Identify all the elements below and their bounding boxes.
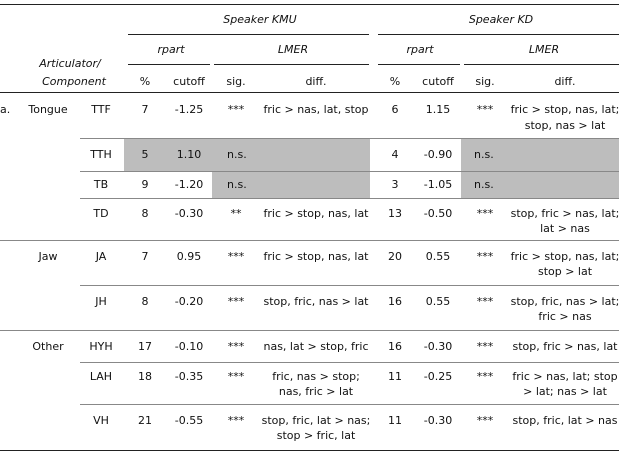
- cutoff-cell: 0.55: [425, 250, 451, 263]
- cutoff-cell: 0.55: [425, 295, 451, 308]
- rule-lmer1: [214, 64, 369, 65]
- pct-cell: 11: [388, 370, 402, 383]
- pct-cell: 17: [138, 340, 152, 353]
- rule-speaker1: [128, 34, 369, 35]
- rule-rpart1: [128, 64, 210, 65]
- diff-cell: fric, nas > stop;: [272, 370, 360, 383]
- sig-cell: ***: [227, 250, 245, 263]
- pct-cell: 21: [138, 414, 152, 427]
- diff-cell-line2: lat > nas: [540, 222, 590, 235]
- sig-cell: n.s.: [227, 148, 247, 161]
- section-label: a.: [0, 103, 11, 116]
- component-label: TD: [93, 207, 109, 220]
- diff-cell-line2: fric > nas: [538, 310, 592, 323]
- cutoff-cell: -0.30: [174, 207, 204, 220]
- diff-cell: fric > stop, nas, lat: [263, 250, 369, 263]
- diff-cell-line2: nas, fric > lat: [278, 385, 354, 398]
- diff-cell: fric > stop, nas, lat: [263, 207, 369, 220]
- pct-cell: 8: [141, 207, 149, 220]
- diff-cell: stop, fric > nas, lat: [512, 340, 618, 353]
- sig-cell: ***: [476, 370, 494, 383]
- component-label: TB: [93, 178, 109, 191]
- cutoff-cell: -1.25: [174, 103, 204, 116]
- rpart-heading-2: rpart: [406, 43, 434, 56]
- pct-cell: 7: [141, 103, 149, 116]
- rule-header-bottom: [0, 92, 619, 93]
- diff-cell-line2: stop > lat: [537, 265, 593, 278]
- pct-cell: 20: [388, 250, 402, 263]
- cutoff-cell: -0.55: [174, 414, 204, 427]
- sig-cell: ***: [476, 295, 494, 308]
- sig-cell: ***: [476, 414, 494, 427]
- pct-cell: 7: [141, 250, 149, 263]
- diff-cell: nas, lat > stop, fric: [263, 340, 369, 353]
- group-label: Other: [32, 340, 64, 353]
- sig-cell: ***: [476, 103, 494, 116]
- rule-lmer2: [464, 64, 619, 65]
- rule-row-8: [80, 404, 619, 405]
- pct-heading-1: %: [139, 75, 151, 88]
- rule-row-2: [80, 171, 619, 172]
- speaker-kmu-heading: Speaker KMU: [223, 13, 297, 26]
- pct-cell: 4: [391, 148, 399, 161]
- pct-cell: 16: [388, 295, 402, 308]
- component-label: TTF: [91, 103, 111, 116]
- pct-cell: 16: [388, 340, 402, 353]
- pct-cell: 8: [141, 295, 149, 308]
- sig-cell: ***: [227, 103, 245, 116]
- cutoff-cell: -0.20: [174, 295, 204, 308]
- cutoff-cell: -0.35: [174, 370, 204, 383]
- sig-cell: n.s.: [474, 178, 494, 191]
- group-label: Jaw: [38, 250, 58, 263]
- lmer-heading-2: LMER: [528, 43, 560, 56]
- sig-cell: ***: [227, 370, 245, 383]
- articulator-heading: Articulator/: [39, 57, 101, 70]
- cutoff-cell: 1.10: [176, 148, 202, 161]
- diff-cell-line2: > lat; nas > lat: [523, 385, 607, 398]
- cutoff-heading-1: cutoff: [173, 75, 205, 88]
- cutoff-heading-2: cutoff: [422, 75, 454, 88]
- sig-cell: ***: [476, 340, 494, 353]
- rule-row-7: [80, 362, 619, 363]
- rule-row-5: [80, 285, 619, 286]
- rule-rpart2: [378, 64, 460, 65]
- diff-cell: stop, fric, lat > nas;: [261, 414, 371, 427]
- pct-cell: 18: [138, 370, 152, 383]
- cutoff-cell: -1.05: [423, 178, 453, 191]
- sig-cell: ***: [476, 250, 494, 263]
- diff-cell: fric > nas, lat, stop: [263, 103, 369, 116]
- rpart-heading-1: rpart: [157, 43, 185, 56]
- diff-heading-2: diff.: [554, 75, 576, 88]
- sig-heading-1: sig.: [226, 75, 246, 88]
- diff-cell: fric > stop, nas, lat;: [510, 103, 619, 116]
- diff-cell-line2: stop > fric, lat: [276, 429, 356, 442]
- component-heading: Component: [42, 75, 106, 88]
- rule-bottom: [0, 450, 619, 451]
- component-label: JH: [95, 295, 107, 308]
- cutoff-cell: 1.15: [425, 103, 451, 116]
- diff-cell: stop, fric, lat > nas: [512, 414, 618, 427]
- component-label: VH: [93, 414, 109, 427]
- cutoff-cell: 0.95: [176, 250, 202, 263]
- cutoff-cell: -0.30: [423, 340, 453, 353]
- component-label: TTH: [90, 148, 112, 161]
- component-label: LAH: [89, 370, 113, 383]
- diff-cell: stop, fric, nas > lat;: [510, 295, 619, 308]
- sig-cell: ***: [476, 207, 494, 220]
- diff-heading-1: diff.: [305, 75, 327, 88]
- rule-top: [0, 4, 619, 5]
- diff-cell-line2: stop, nas > lat: [524, 119, 606, 132]
- sig-cell: ***: [227, 340, 245, 353]
- speaker-kd-heading: Speaker KD: [468, 13, 534, 26]
- rule-row-1: [80, 138, 619, 139]
- diff-cell: stop, fric > nas, lat;: [510, 207, 619, 220]
- cutoff-cell: -0.25: [423, 370, 453, 383]
- rule-row-6: [0, 330, 619, 331]
- cutoff-cell: -1.20: [174, 178, 204, 191]
- group-label: Tongue: [28, 103, 68, 116]
- component-label: HYH: [89, 340, 113, 353]
- sig-cell: ***: [227, 295, 245, 308]
- rule-speaker2: [378, 34, 619, 35]
- sig-cell: n.s.: [474, 148, 494, 161]
- sig-heading-2: sig.: [475, 75, 495, 88]
- cutoff-cell: -0.10: [174, 340, 204, 353]
- pct-cell: 5: [141, 148, 149, 161]
- rule-row-4: [0, 240, 619, 241]
- diff-cell: fric > nas, lat; stop: [512, 370, 618, 383]
- sig-cell: ***: [227, 414, 245, 427]
- diff-cell: stop, fric, nas > lat: [263, 295, 369, 308]
- component-label: JA: [95, 250, 107, 263]
- sig-cell: n.s.: [227, 178, 247, 191]
- pct-cell: 6: [391, 103, 399, 116]
- shade-tth-kmu: [124, 138, 370, 171]
- cutoff-cell: -0.50: [423, 207, 453, 220]
- pct-heading-2: %: [389, 75, 401, 88]
- rule-row-3: [80, 198, 619, 199]
- pct-cell: 3: [391, 178, 399, 191]
- sig-cell: **: [230, 207, 242, 220]
- lmer-heading-1: LMER: [277, 43, 309, 56]
- pct-cell: 9: [141, 178, 149, 191]
- cutoff-cell: -0.90: [423, 148, 453, 161]
- pct-cell: 13: [388, 207, 402, 220]
- pct-cell: 11: [388, 414, 402, 427]
- cutoff-cell: -0.30: [423, 414, 453, 427]
- diff-cell: fric > stop, nas, lat;: [510, 250, 619, 263]
